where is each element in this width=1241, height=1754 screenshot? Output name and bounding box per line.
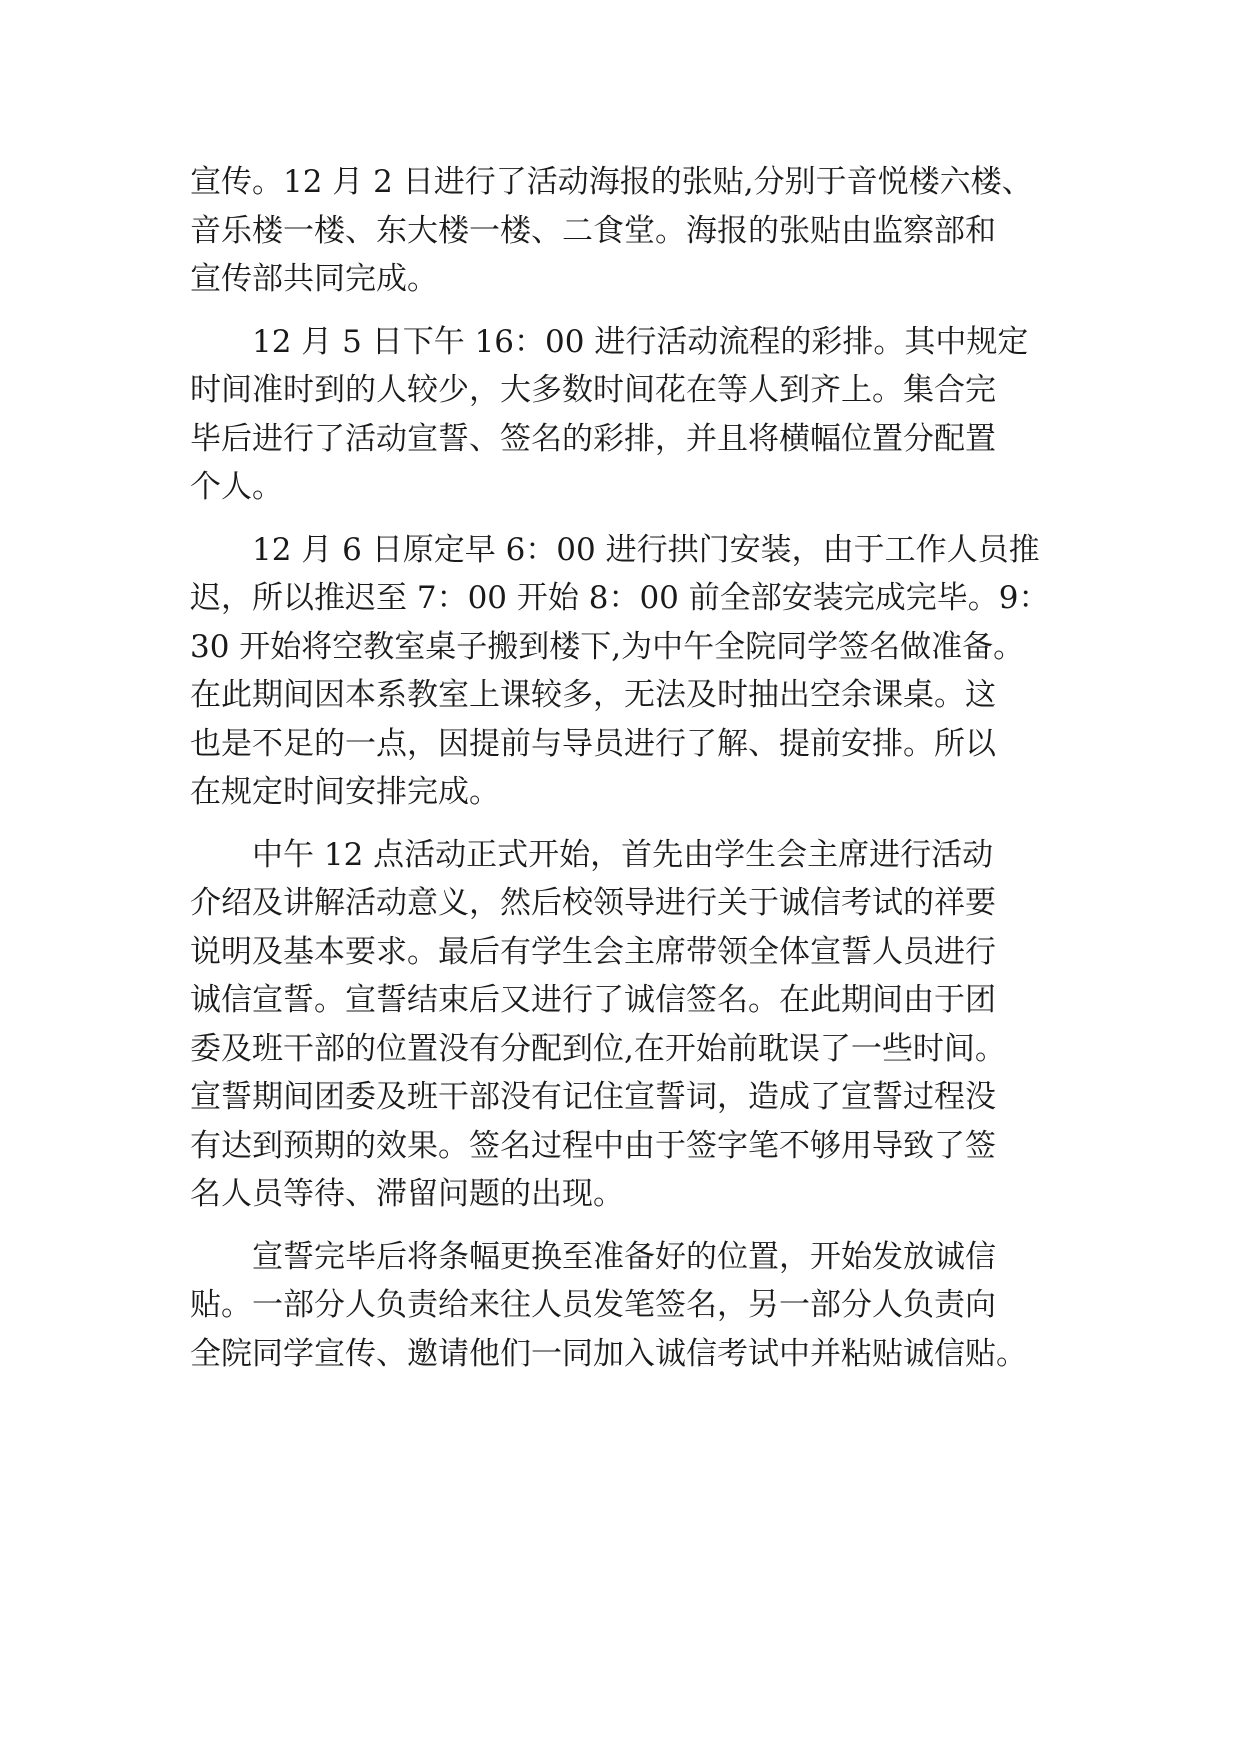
text-line: 12 月 6 日原定早 6：00 进行拱门安装，由于工作人员推 bbox=[252, 531, 1040, 568]
paragraph bbox=[190, 318, 1060, 512]
text-line: 宣誓完毕后将条幅更换至准备好的位置，开始发放诚信 bbox=[252, 1238, 996, 1275]
text-line: 迟，所以推迟至 7：00 开始 8：00 前全部安装完成完毕。9： bbox=[190, 580, 1050, 616]
text-line: 说明及基本要求。最后有学生会主席带领全体宣誓人员进行 bbox=[190, 933, 996, 970]
text-line: 全院同学宣传、邀请他们一同加入诚信考试中并粘贴诚信贴。 bbox=[190, 1335, 1027, 1372]
text-line: 贴。一部分人负责给来往人员发笔签名，另一部分人负责向 bbox=[190, 1287, 996, 1323]
text-line: 诚信宣誓。宣誓结束后又进行了诚信签名。在此期间由于团 bbox=[190, 982, 996, 1018]
text-line: 在规定时间安排完成。 bbox=[190, 774, 500, 810]
paragraph bbox=[190, 526, 1060, 817]
text-line: 个人。 bbox=[190, 469, 283, 505]
text-line: 音乐楼一楼、东大楼一楼、二食堂。海报的张贴由监察部和 bbox=[190, 212, 996, 249]
paragraph bbox=[190, 831, 1060, 1219]
text-line: 宣传。12 月 2 日进行了活动海报的张贴,分别于音悦楼六楼、 bbox=[190, 164, 1033, 200]
text-line: 时间准时到的人较少，大多数时间花在等人到齐上。集合完 bbox=[190, 372, 996, 408]
text-line: 中午 12 点活动正式开始，首先由学生会主席进行活动 bbox=[252, 836, 994, 873]
paragraph bbox=[190, 158, 1060, 304]
text-line: 有达到预期的效果。签名过程中由于签字笔不够用导致了签 bbox=[190, 1127, 996, 1164]
text-line: 委及班干部的位置没有分配到位,在开始前耽误了一些时间。 bbox=[190, 1030, 1006, 1067]
text-line: 名人员等待、滞留问题的出现。 bbox=[190, 1176, 624, 1212]
paragraph bbox=[190, 1233, 1060, 1379]
text-line: 宣誓期间团委及班干部没有记住宣誓词，造成了宣誓过程没 bbox=[190, 1079, 996, 1115]
text-line: 30 开始将空教室桌子搬到楼下,为中午全院同学签名做准备。 bbox=[190, 628, 1025, 665]
body-text bbox=[190, 158, 1060, 1392]
text-line: 在此期间因本系教室上课较多，无法及时抽出空余课桌。这 bbox=[190, 677, 996, 713]
text-line: 12 月 5 日下午 16：00 进行活动流程的彩排。其中规定 bbox=[252, 323, 1029, 360]
text-line: 也是不足的一点，因提前与导员进行了解、提前安排。所以 bbox=[190, 725, 996, 762]
text-line: 毕后进行了活动宣誓、签名的彩排，并且将横幅位置分配置 bbox=[190, 420, 996, 457]
text-line: 介绍及讲解活动意义，然后校领导进行关于诚信考试的祥要 bbox=[190, 885, 996, 921]
text-line: 宣传部共同完成。 bbox=[190, 261, 438, 297]
